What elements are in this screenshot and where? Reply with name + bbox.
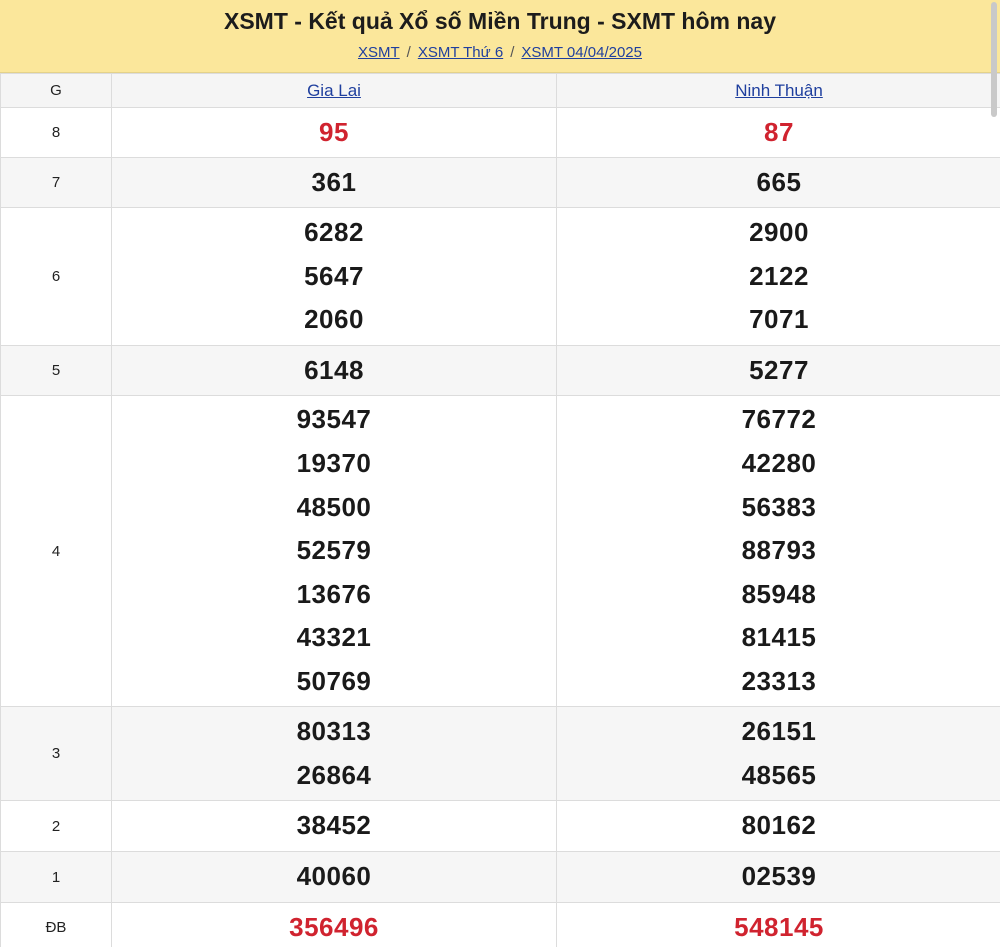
province-column-header — [557, 74, 1000, 108]
result-number: 88793 — [741, 535, 817, 566]
prize-label: ĐB — [1, 903, 112, 947]
result-number: 7071 — [749, 304, 809, 335]
result-cell — [557, 208, 1000, 346]
table-row — [1, 208, 1000, 346]
result-number: 356496 — [289, 911, 379, 942]
result-number: 665 — [756, 166, 802, 197]
result-cell — [557, 346, 1000, 396]
result-number: 5647 — [304, 260, 364, 291]
result-number: 42280 — [741, 448, 817, 479]
result-cell — [112, 396, 557, 707]
result-number: 56383 — [741, 491, 817, 522]
result-number: 13676 — [296, 578, 372, 609]
result-number: 6282 — [304, 217, 364, 248]
scrollbar-thumb[interactable] — [991, 2, 997, 117]
result-number: 19370 — [296, 448, 372, 479]
prize-label: 3 — [1, 707, 112, 801]
result-cell — [112, 707, 557, 801]
result-number: 2900 — [749, 217, 809, 248]
prize-label: 6 — [1, 208, 112, 346]
prize-label: 7 — [1, 158, 112, 208]
breadcrumb-link-xsmt-date[interactable]: XSMT 04/04/2025 — [521, 44, 642, 61]
result-number: 6148 — [304, 354, 364, 385]
result-cell — [112, 852, 557, 903]
page-title: XSMT - Kết quả Xổ số Miền Trung - SXMT hôm nay — [223, 8, 777, 34]
result-cell — [557, 903, 1000, 947]
table-row — [1, 707, 1000, 801]
breadcrumb-separator: / — [510, 44, 515, 61]
result-number: 548145 — [734, 911, 824, 942]
result-number: 76772 — [741, 404, 817, 435]
table-row — [1, 396, 1000, 707]
prize-label: 4 — [1, 396, 112, 707]
scrollbar[interactable] — [986, 0, 1000, 947]
result-number: 361 — [311, 166, 357, 197]
result-cell — [112, 208, 557, 346]
result-cell — [557, 707, 1000, 801]
prize-label: 1 — [1, 852, 112, 903]
province-link-ninh-thuan[interactable]: Ninh Thuận — [735, 80, 823, 100]
result-cell — [112, 903, 557, 947]
breadcrumb-link-xsmt[interactable]: XSMT — [357, 44, 400, 61]
breadcrumb-separator: / — [406, 44, 411, 61]
result-cell — [112, 108, 557, 158]
result-number: 38452 — [296, 810, 372, 841]
prize-column-header: G — [1, 74, 112, 108]
result-cell — [557, 108, 1000, 158]
result-cell — [112, 346, 557, 396]
result-number: 81415 — [741, 622, 817, 653]
prize-label: 2 — [1, 801, 112, 852]
table-row — [1, 801, 1000, 852]
result-number: 26864 — [296, 759, 372, 790]
result-number: 85948 — [741, 578, 817, 609]
result-number: 52579 — [296, 535, 372, 566]
result-number: 48565 — [741, 759, 817, 790]
prize-label: 8 — [1, 108, 112, 158]
result-number: 48500 — [296, 491, 372, 522]
result-number: 50769 — [296, 665, 372, 696]
result-number: 2122 — [749, 260, 809, 291]
result-number: 5277 — [749, 354, 809, 385]
table-header-row — [1, 74, 1000, 108]
result-cell — [557, 158, 1000, 208]
table-row — [1, 346, 1000, 396]
result-number: 40060 — [296, 861, 372, 892]
result-number: 80313 — [296, 715, 372, 746]
table-row — [1, 903, 1000, 947]
province-column-header — [112, 74, 557, 108]
breadcrumb-link-xsmt-thu-6[interactable]: XSMT Thứ 6 — [417, 44, 504, 61]
result-cell — [112, 158, 557, 208]
result-number: 23313 — [741, 665, 817, 696]
result-number: 02539 — [741, 861, 817, 892]
page-header — [0, 0, 1000, 73]
province-link-gia-lai[interactable]: Gia Lai — [307, 80, 361, 100]
table-row — [1, 108, 1000, 158]
result-number: 2060 — [304, 304, 364, 335]
result-cell — [557, 801, 1000, 852]
results-table — [0, 73, 1000, 947]
result-number: 43321 — [296, 622, 372, 653]
prize-label: 5 — [1, 346, 112, 396]
result-number: 87 — [764, 116, 794, 147]
table-row — [1, 852, 1000, 903]
table-row — [1, 158, 1000, 208]
result-cell — [112, 801, 557, 852]
result-number: 26151 — [741, 715, 817, 746]
result-cell — [557, 852, 1000, 903]
breadcrumb — [0, 44, 1000, 62]
result-number: 95 — [319, 116, 349, 147]
result-number: 93547 — [296, 404, 372, 435]
result-cell — [557, 396, 1000, 707]
result-number: 80162 — [741, 810, 817, 841]
